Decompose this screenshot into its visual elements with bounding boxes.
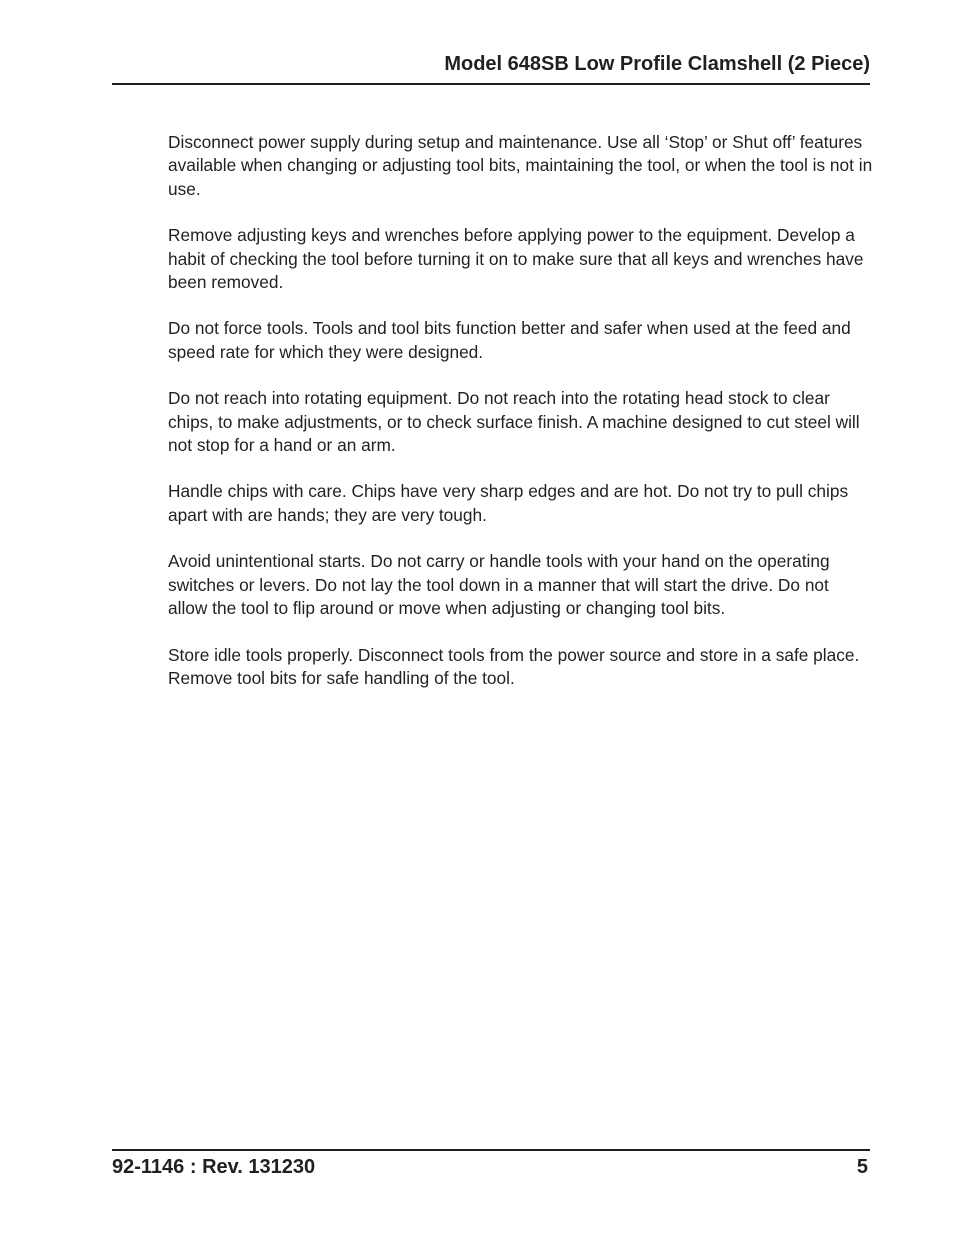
page-header — [112, 50, 870, 85]
paragraph-disconnect-power: Disconnect power supply during setup and maintenance. Use all ‘Stop’ or Shut off’ features available when changing or adjusting tool bits, maintaining the tool, or when the tool is not in use. — [168, 132, 873, 199]
paragraph-unintentional-starts: Avoid unintentional starts. Do not carry or handle tools with your hand on the operating switches or levers. Do not lay the tool down in a manner that will start the drive. Do not allow the tool to flip around or move when adjusting or changing tool bits. — [168, 551, 830, 619]
document-title: Model 648SB Low Profile Clamshell (2 Piece) — [444, 53, 870, 75]
paragraph-force-tools: Do not force tools. Tools and tool bits function better and safer when used at the feed and speed rate for which they were designed. — [168, 318, 851, 362]
safety-content — [168, 131, 873, 713]
paragraph-handle-chips: Handle chips with care. Chips have very sharp edges and are hot. Do not try to pull chips apart with are hands; they are very tough. — [168, 481, 849, 525]
paragraph-remove-keys: Remove adjusting keys and wrenches before applying power to the equipment. Develop a habit of checking the tool before turning it on to make sure that all keys and wrenches have been removed. — [168, 225, 864, 293]
paragraph-rotating-equipment: Do not reach into rotating equipment. Do not reach into the rotating head stock to clear chips, to make adjustments, or to check surface finish. A machine designed to cut steel will not stop for a hand or an arm. — [168, 388, 860, 456]
page-number: 5 — [856, 1156, 868, 1178]
page-footer — [112, 1149, 870, 1178]
paragraph-store-tools: Store idle tools properly. Disconnect tools from the power source and store in a safe place. Remove tool bits for safe handling of the tool. — [168, 644, 860, 688]
document-revision: 92-1146 : Rev. 131230 — [112, 1156, 316, 1178]
